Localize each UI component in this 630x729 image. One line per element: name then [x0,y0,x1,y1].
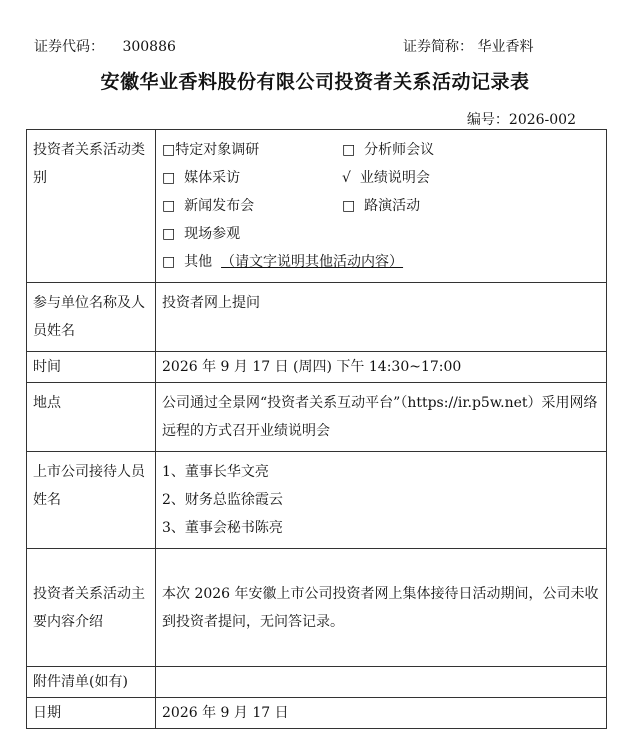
document-number [467,109,576,129]
stock-code-line [34,36,176,56]
option-item [162,136,342,164]
checkbox-mark: □ [342,198,356,214]
list-item: 3、董事会秘书陈亮 [162,520,283,536]
stock-abbr-label: 证券简称： [403,39,473,55]
checkbox-mark: √ [342,170,351,186]
checkbox-mark: □ [162,170,176,186]
location-label: 地点 [27,383,156,452]
document-number-value: 2026-002 [508,112,576,128]
activity-type-label: 投资者关系活动类别 [27,130,156,283]
checkbox-mark: □ [162,226,176,242]
option-text: 新闻发布会 [184,198,255,214]
time-label: 时间 [27,352,156,383]
table-row [27,383,607,452]
checkbox-mark: □ [342,142,356,158]
participants-label: 参与单位名称及人员姓名 [27,283,156,352]
table-row [27,283,607,352]
option-item [342,164,562,192]
stock-abbr-line [403,36,533,56]
attachments-label: 附件清单(如有) [27,667,156,698]
option-item [162,192,342,220]
document-number-label: 编号： [466,112,509,128]
option-item [342,136,562,164]
option-text: 媒体采访 [184,170,241,186]
record-table [26,129,607,729]
option-text: 业绩说明会 [359,170,430,186]
participants-value: 投资者网上提问 [156,283,607,352]
option-text: 现场参观 [184,226,241,242]
checkbox-mark: □ [162,254,176,270]
table-row [27,130,607,283]
list-item: 2、财务总监徐霞云 [162,492,283,508]
option-text: 特定对象调研 [175,142,260,158]
document-title: 安徽华业香料股份有限公司投资者关系活动记录表 [100,71,530,93]
table-row [27,698,607,729]
option-grid [162,136,600,248]
table-row [27,352,607,383]
stock-code: 300886 [122,39,176,55]
activity-type-options [156,130,607,283]
date-label: 日期 [27,698,156,729]
checkbox-mark: □ [162,142,176,158]
stock-code-label: 证券代码： [34,39,104,55]
option-text: 分析师会议 [364,142,435,158]
location-value: 公司通过全景网“投资者关系互动平台”（https://ir.p5w.net）采用网络远程的方式召开业绩说明会 [156,383,607,452]
time-value: 2026 年 9 月 17 日 (周四) 下午 14:30~17:00 [156,352,607,383]
table-row [27,667,607,698]
option-item [162,164,342,192]
date-value: 2026 年 9 月 17 日 [156,698,607,729]
option-text: 其他 [184,254,213,270]
option-text: 路演活动 [364,198,421,214]
list-item: 1、董事长华文亮 [162,464,269,480]
table-row [27,549,607,667]
stock-abbr: 华业香料 [477,39,534,55]
other-note: （请文字说明其他活动内容） [221,254,404,270]
receptionists-label: 上市公司接待人员姓名 [27,452,156,549]
content-label: 投资者关系活动主要内容介绍 [27,549,156,667]
content-value: 本次 2026 年安徽上市公司投资者网上集体接待日活动期间，公司未收到投资者提问，无问答记录。 [156,549,607,667]
option-other [162,248,600,276]
receptionists-list [156,452,607,549]
table-row [27,452,607,549]
option-item [162,220,342,248]
option-item [342,192,562,220]
attachments-value [156,667,607,698]
checkbox-mark: □ [162,198,176,214]
